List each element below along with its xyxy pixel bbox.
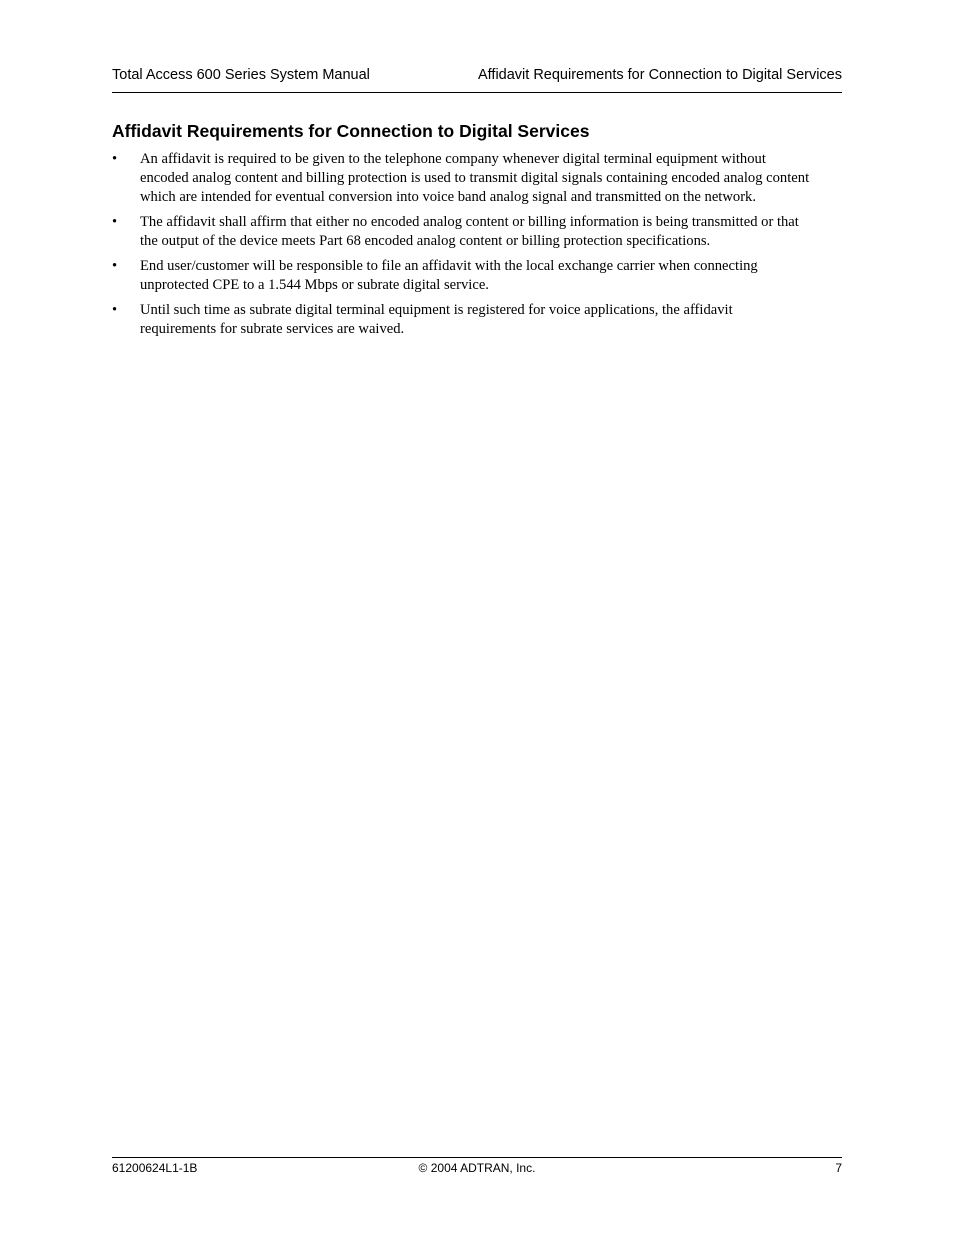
text-line: requirements for subrate services are waived. <box>140 321 405 337</box>
header-manual-title: Total Access 600 Series System Manual <box>112 67 370 83</box>
text-line: encoded analog content and billing protection is used to transmit digital signals containing encoded analog content <box>140 170 810 186</box>
text-line: Until such time as subrate digital terminal equipment is registered for voice applications, the affidavit <box>140 302 733 318</box>
running-footer <box>112 1160 842 1176</box>
bullet-icon: • <box>112 151 118 167</box>
list-item <box>112 257 842 295</box>
text-line: An affidavit is required to be given to the telephone company whenever digital terminal equipment without <box>140 151 766 167</box>
list-item-text <box>140 151 809 205</box>
footer-page-number: 7 <box>835 1161 842 1175</box>
affidavit-requirements-list <box>112 150 842 345</box>
bullet-icon: • <box>112 214 118 230</box>
footer-doc-number: 61200624L1-1B <box>112 1161 198 1175</box>
list-item <box>112 213 842 251</box>
bullet-icon: • <box>112 302 118 318</box>
footer-divider <box>112 1157 842 1158</box>
running-header <box>112 66 842 84</box>
text-line: which are intended for eventual conversion into voice band analog signal and transmitted on the network. <box>140 189 756 205</box>
list-item-text <box>140 258 758 293</box>
bullet-icon: • <box>112 258 118 274</box>
text-line: unprotected CPE to a 1.544 Mbps or subrate digital service. <box>140 277 489 293</box>
text-line: the output of the device meets Part 68 encoded analog content or billing protection specifications. <box>140 233 711 249</box>
list-item-text <box>140 214 799 249</box>
list-item <box>112 150 842 207</box>
header-divider <box>112 92 842 93</box>
list-item <box>112 301 842 339</box>
list-item-text <box>140 302 733 337</box>
header-section-title: Affidavit Requirements for Connection to Digital Services <box>477 67 842 83</box>
footer-copyright: © 2004 ADTRAN, Inc. <box>418 1161 536 1175</box>
text-line: End user/customer will be responsible to file an affidavit with the local exchange carrier when connecting <box>140 258 758 274</box>
section-title: Affidavit Requirements for Connection to Digital Services <box>112 121 590 141</box>
text-line: The affidavit shall affirm that either no encoded analog content or billing information is being transmitted or that <box>140 214 799 230</box>
